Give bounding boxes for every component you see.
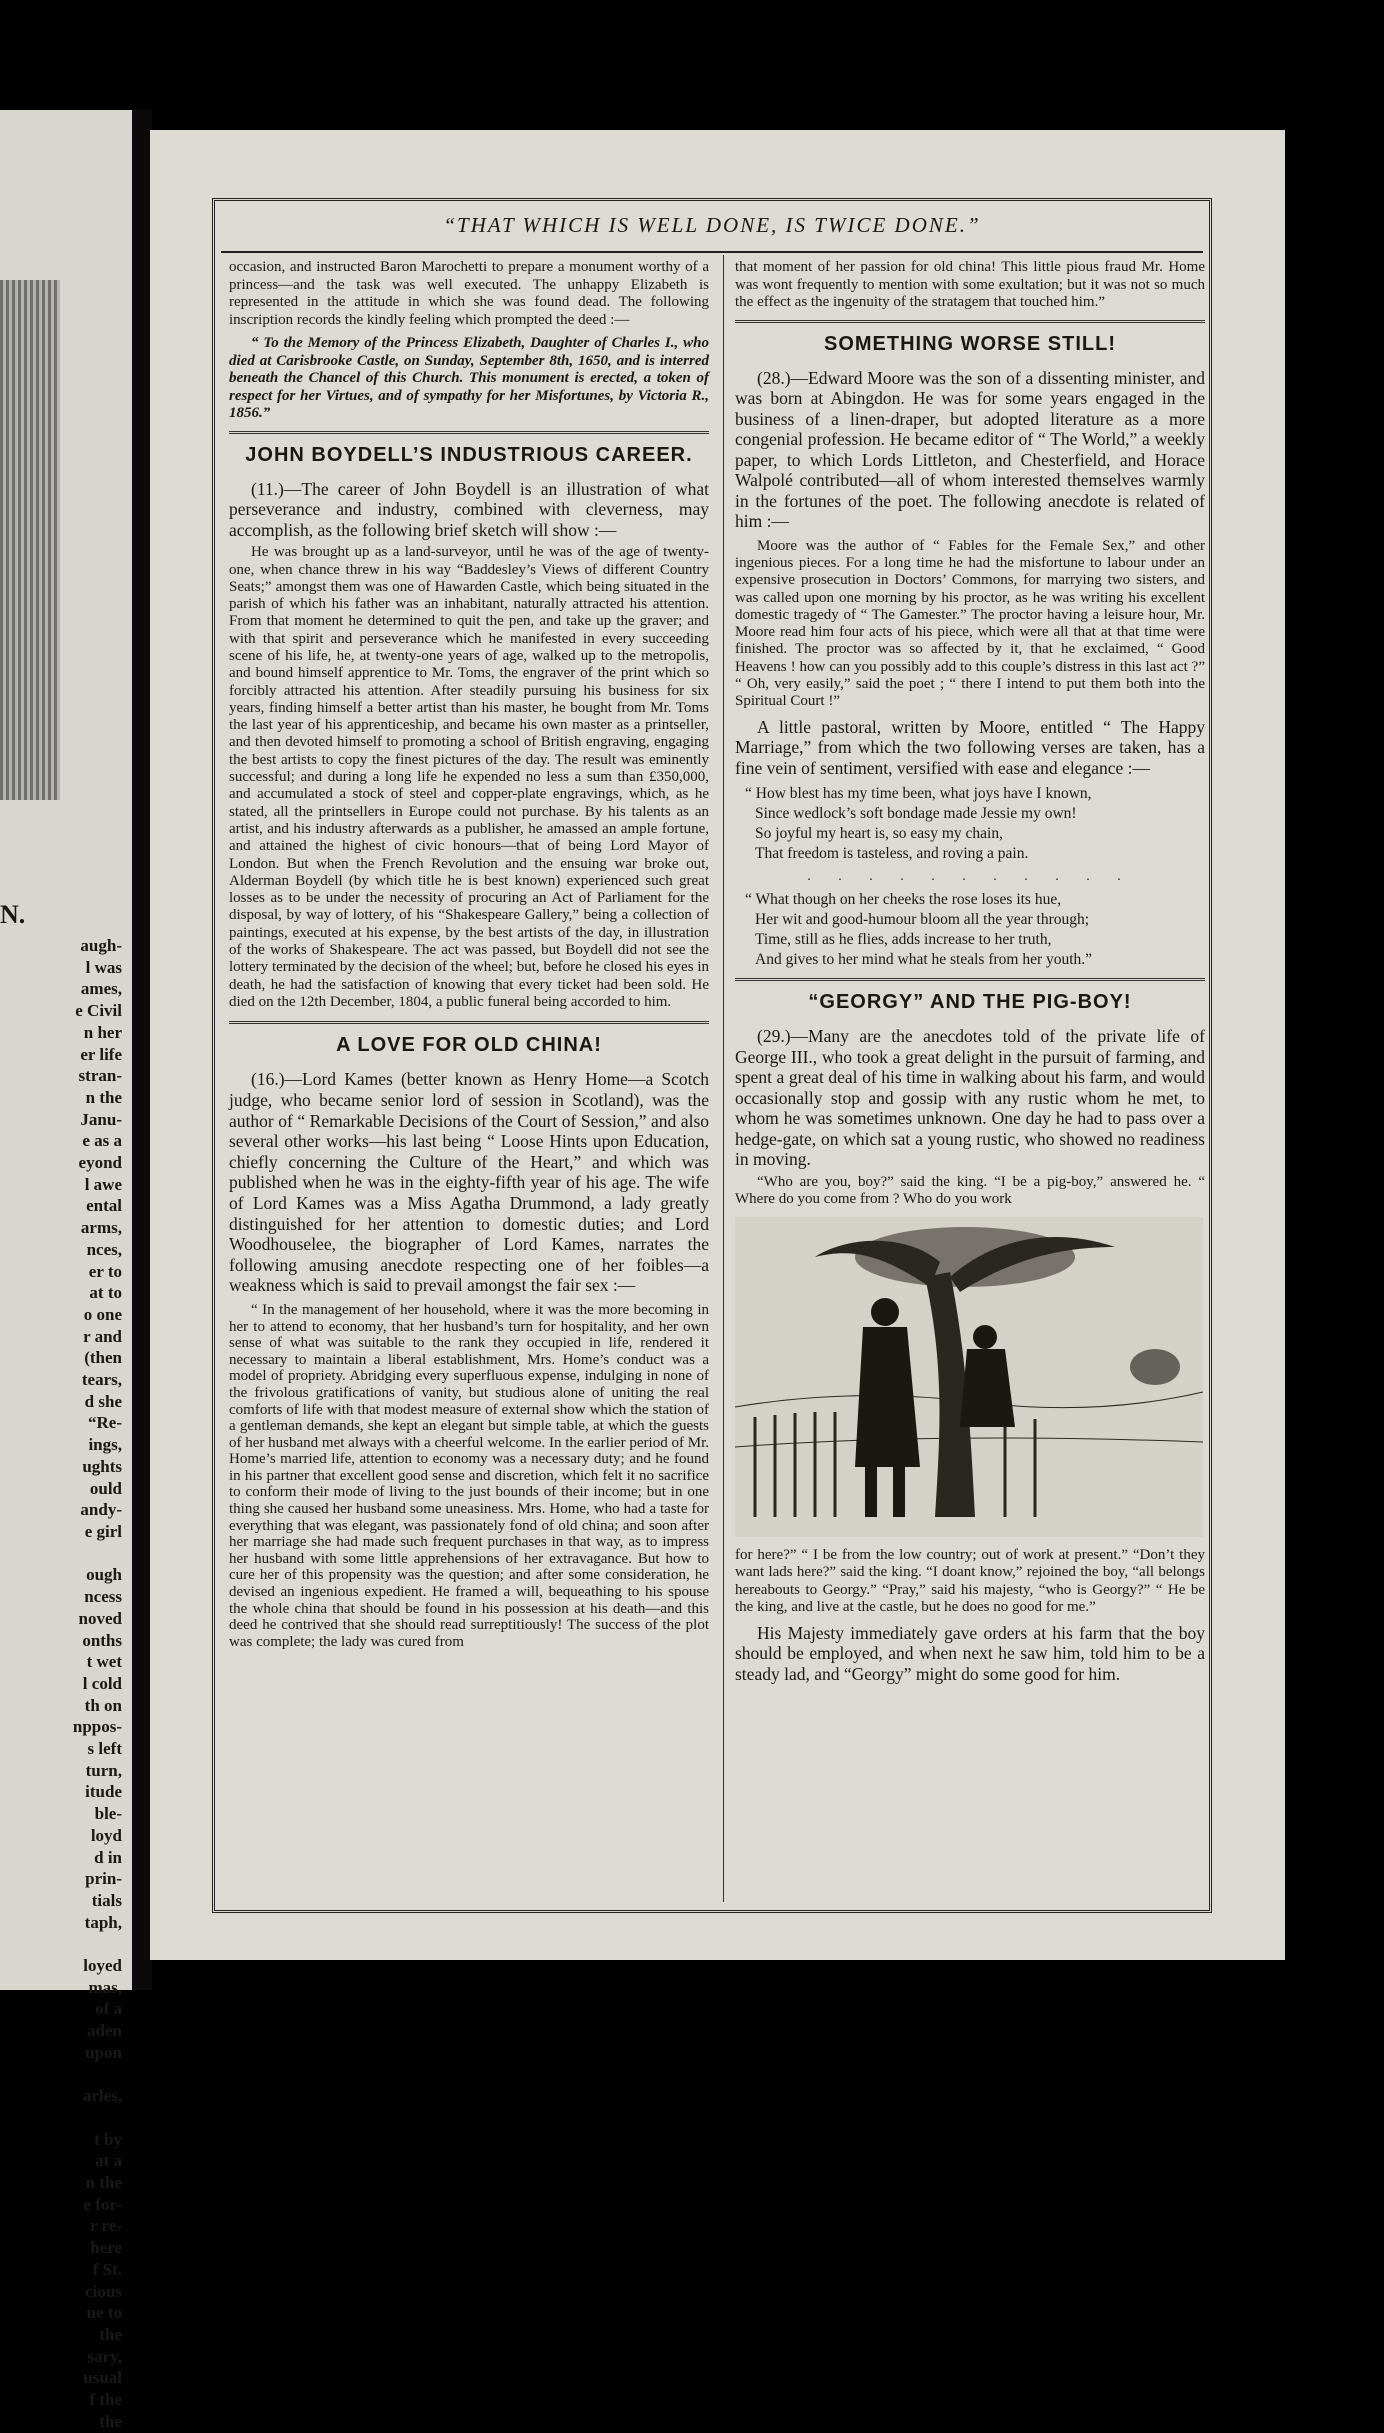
verse-one bbox=[745, 784, 1205, 864]
verse-line: “ What though on her cheeks the rose loses its hue, bbox=[745, 891, 1062, 909]
section-rule bbox=[229, 431, 709, 434]
china-conclusion: that moment of her passion for old china! This little pious fraud Mr. Home was wont frequently to mention with some exultation; but it was not so much the effect as the ingenuity of the stratagem that touched him.” bbox=[735, 259, 1205, 310]
verse-line: Time, still as he flies, adds increase to her truth, bbox=[755, 931, 1052, 949]
pastoral-intro: A little pastoral, written by Moore, entitled “ The Happy Marriage,” from which the two following verses are taken, has a fine vein of sentiment, versified with ease and elegance :— bbox=[735, 716, 1205, 778]
adjacent-engraving bbox=[0, 280, 60, 800]
boydell-title: JOHN BOYDELL’S INDUSTRIOUS CAREER. bbox=[245, 443, 693, 466]
georgy-dialog-end: for here?” “ I be from the low country; out of work at present.” “Don’t they want lads here?” said the king. “I doant know,” rejoined the boy, “all belongs hereabouts to Georgy.” “Pray,” said his majesty, “who is Georgy?” “ He be the king, and live at the castle, but he does no good for me.” bbox=[735, 1546, 1205, 1616]
boydell-body: He was brought up as a land-surveyor, until he was of the age of twenty-one, when chance threw in his way “Baddesley’s Views of different Country Seats;” amongst them was one of Hawarden Castle, which being situated in the parish of which his father was an inhabitant, naturally attracted his attention. From that moment he determined to quit the pen, and take up the graver; and with that spirit and perseverance which he manifested in every succeeding scene of his life, he, at twenty-one years of age, walked up to the metropolis, and bound himself apprentice to Mr. Toms, the engraver of the print which so forcibly attracted his attention. After steadily pursuing his business for six years, finding himself a better artist than his master, he bought from Mr. Toms the last year of his apprenticeship, and became his own master as a printseller, and then devoted himself to promoting a school of British engraving, engaging the best artists to copy the finest pictures of the day. The result was eminently successful; and during a long life he expended no less a sum than £350,000, and accumulated a stock of steel and copper-plate engravings, which, as he stated, all the printsellers in Europe could not purchase. By his talents as an artist, and his industry afterwards as a publisher, he amassed an ample fortune, and attained the highest of civic honours—that of being Lord Mayor of London. But when the French Revolution and the ensuing war broke out, Alderman Boydell (by which title he is best known) experienced such great losses as to be under the necessity of procuring an Act of Parliament for the disposal, by way of lottery, of his “Shakespeare Gallery,” being a collection of paintings, executed at his expense, by the best artists of the day, in illustration of the works of Shakespeare. The act was passed, but Boydell did not see the lottery terminated by the decision of the wheel; but, before he closed his eyes in death, he had the satisfaction of knowing that every ticket had been sold. He died on the 12th December, 1804, a public funeral being accorded to him. bbox=[229, 544, 709, 1010]
verse-line: So joyful my heart is, so easy my chain, bbox=[755, 825, 1003, 843]
newspaper-page bbox=[150, 130, 1285, 1960]
china-title: A LOVE FOR OLD CHINA! bbox=[336, 1034, 602, 1057]
page-gutter bbox=[132, 110, 152, 1990]
page-motto: “THAT WHICH IS WELL DONE, IS TWICE DONE.” bbox=[443, 213, 981, 237]
worse-title: SOMETHING WORSE STILL! bbox=[824, 332, 1116, 355]
verse-line: “ How blest has my time been, what joys have I known, bbox=[745, 785, 1092, 803]
right-column bbox=[735, 259, 1205, 1684]
georgy-intro: (29.)—Many are the anecdotes told of the private life of George III., who took a great delight in the pursuit of farming, and spent a great deal of his time in walking about his farm, and would occasionally stop and gossip with any rustic whom he met, to whom he was sometimes unknown. One day he had to pass over a hedge-gate, on which sat a young rustic, who showed no readiness in moving. bbox=[735, 1026, 1205, 1170]
section-rule bbox=[735, 320, 1205, 323]
adjacent-page-fragment bbox=[0, 110, 132, 2431]
inscription: “ To the Memory of the Princess Elizabeth, Daughter of Charles I., who died at Carisbrooke Castle, on Sunday, September 8th, 1650, and is interred beneath the Chancel of this Church. This monument is erected, a token of respect for her Virtues, and of sympathy for her Misfortunes, by Victoria R., 1856.” bbox=[229, 335, 709, 421]
king-and-pig-boy-engraving bbox=[735, 1217, 1203, 1537]
adjacent-heading-fragment: N. bbox=[0, 900, 26, 929]
section-rule bbox=[229, 1021, 709, 1024]
column-divider bbox=[723, 255, 724, 1902]
moore-intro: (28.)—Edward Moore was the son of a dissenting minister, and was born at Abingdon. He was for some years engaged in the business of a linen-draper, but adopted literature as a more congenial profession. He became editor of “ The World,” a weekly paper, to which Lords Littleton, and Chesterfield, and Horace Walpolé contributed—all of whom interested themselves warmly in the fortunes of the poet. The following anecdote is related of him :— bbox=[735, 367, 1205, 532]
verse-line: That freedom is tasteless, and roving a pain. bbox=[755, 845, 1029, 863]
verse-separator: . . . . . . . . . . . bbox=[807, 869, 1133, 885]
adjacent-text-fragment: augh- l was ames, e Civil n her er life stran- n the Janu- e as a eyond l awe ental arms, nces, er to at to o one r and (then tears, d she “Re- ings, ughts ould andy- e girl ough ncess noved onths t wet l cold th on nppos- s left turn, itude ble- loyd d in prin- tials taph, loyed mas, of a aden upon arles, t by at a n the e for- r re- here f St. cious ue to the sary, usual f the the bbox=[72, 936, 122, 2431]
section-rule bbox=[735, 978, 1205, 981]
georgy-dialog-start: “Who are you, boy?” said the king. “I be a pig-boy,” answered he. “ Where do you come from ? Who do you work bbox=[735, 1173, 1205, 1208]
header-rule bbox=[221, 251, 1203, 253]
china-intro: (16.)—Lord Kames (better known as Henry Home—a Scotch judge, who became senior lord of session in Scotland), was the author of “ Remarkable Decisions of the Court of Session,” and also several other works—his last being “ Loose Hints upon Education, chiefly concerning the Culture of the Heart,” and which was published when he was in the eighty-fifth year of his age. The wife of Lord Kames was a Miss Agatha Drummond, a lady greatly distinguished for her attention to domestic duties; and Lord Woodhouselee, the biographer of Lord Kames, narrates the following amusing anecdote respecting one of her foibles—a weakness which is said to prevail amongst the fair sex :— bbox=[229, 1069, 709, 1296]
china-intro-continued: occasion, and instructed Baron Marochetti to prepare a monument worthy of a princess—and the task was well executed. The unhappy Elizabeth is represented in the attitude in which she was found dead. The following inscription records the kindly feeling which prompted the deed :— bbox=[229, 259, 709, 328]
verse-line: And gives to her mind what he steals from her youth.” bbox=[755, 951, 1093, 969]
verse-line: Since wedlock’s soft bondage made Jessie my own! bbox=[755, 805, 1077, 823]
boydell-intro: (11.)—The career of John Boydell is an illustration of what perseverance and industry, combined with cleverness, may accomplish, as the following brief sketch will show :— bbox=[229, 478, 709, 540]
verse-line: Her wit and good-humour bloom all the year through; bbox=[755, 911, 1090, 929]
moore-body: Moore was the author of “ Fables for the Female Sex,” and other ingenious pieces. For a long time he had the misfortune to labour under an expensive prosecution in Doctors’ Commons, for marrying two sisters, and was called upon one morning by his proctor, as he was writing his excellent domestic tragedy of “ The Gamester.” The proctor having a leisure hour, Mr. Moore read him four acts of his piece, which were all that at that time were finished. The proctor was so affected by it, that he exclaimed, “ Good Heavens ! how can you possibly add to this couple’s distress in this last act ?” “ Oh, very easily,” said the poet ; “ there I intend to put them both into the Spiritual Court !” bbox=[735, 537, 1205, 710]
georgy-title: “GEORGY” AND THE PIG-BOY! bbox=[808, 991, 1132, 1014]
left-column bbox=[229, 259, 709, 1650]
georgy-conclusion: His Majesty immediately gave orders at his farm that the boy should be employed, and when next he saw him, told him to be a steady lad, and “Georgy” might do some good for him. bbox=[735, 1622, 1205, 1684]
page-frame bbox=[212, 198, 1212, 1913]
china-body: “ In the management of her household, where it was the more becoming in her to attend to economy, that her husband’s turn for hospitality, and her own sense of what was suitable to the rank they occupied in life, rendered it necessary to maintain a liberal establishment, Mrs. Home’s conduct was a model of propriety. Abridging every superfluous expense, indulging in none of the frivolous gratifications of vanity, but studious alone of uniting the real comforts of life with that modest measure of external show which the station of a gentleman demands, she kept an elegant but simple table, at which the guests of her husband met always with a cheerful welcome. In the earlier period of Mr. Home’s married life, attention to economy was a necessary duty; and he found in his partner that excellent good sense and discretion, which felt it no sacrifice to conform their mode of living to the just bounds of their income; but in one thing she caused her husband some uneasiness. Mrs. Home, who had a taste for everything that was elegant, was passionately fond of old china; and soon after her marriage she had made such frequent purchases in that way, as to impress her husband with some little apprehensions of her extravagance. But how to cure her of this propensity was the question; and after some consideration, he devised an ingenious expedient. He framed a will, bequeathing to his spouse the whole china that should be found in his possession at his death—and this deed he contrived that she should read surreptitiously! The success of the plot was complete; the lady was cured from bbox=[229, 1301, 709, 1650]
verse-two bbox=[745, 890, 1205, 970]
